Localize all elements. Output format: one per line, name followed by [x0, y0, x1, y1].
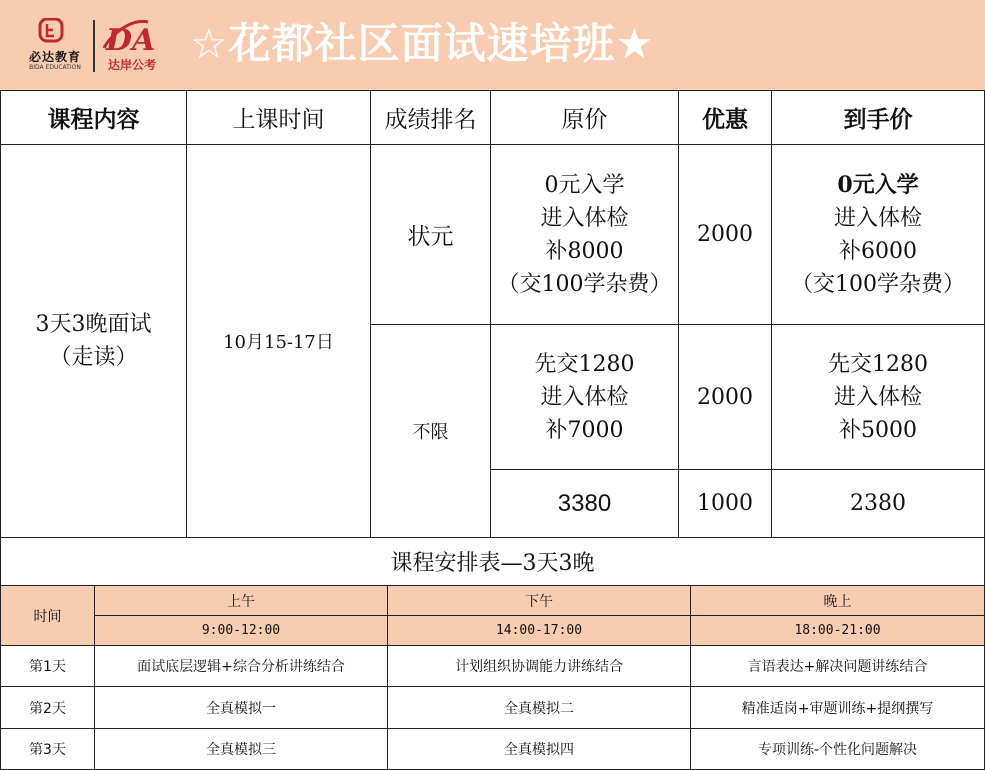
course-name: 3天3晚面试	[35, 312, 152, 337]
session-eve: 言语表达+解决问题讲练结合	[691, 646, 985, 687]
price-line: 先交1280	[828, 351, 928, 377]
daan-logo-mark: DA	[106, 23, 156, 56]
course-content-cell	[0, 145, 187, 538]
price-line: 先交1280	[534, 351, 635, 377]
day-label: 第1天	[0, 646, 95, 687]
schedule-title: 课程安排表—3天3晚	[0, 538, 985, 586]
original-price-cell	[491, 145, 679, 325]
discount-cell: 1000	[679, 470, 772, 538]
hours-pm: 14:00-17:00	[388, 616, 691, 646]
original-price-cell: 3380	[491, 470, 679, 538]
price-line: 补6000	[839, 238, 917, 264]
hours-am: 9:00-12:00	[95, 616, 388, 646]
price-line: 补8000	[545, 238, 624, 264]
bida-logo	[20, 18, 90, 74]
col-header-discount: 优惠	[679, 91, 772, 145]
price-line: 进入体检	[833, 205, 922, 231]
price-line: （交100学杂费）	[791, 271, 965, 297]
day-label: 第3天	[0, 729, 95, 770]
daan-logo-icon	[100, 16, 180, 56]
period-header-am: 上午	[95, 586, 388, 616]
col-header-final-price: 到手价	[772, 91, 985, 145]
discount-cell: 2000	[679, 145, 772, 325]
session-eve: 专项训练-个性化问题解决	[691, 729, 985, 770]
flyer-header	[0, 0, 985, 91]
class-date-cell: 10月15-17日	[187, 145, 371, 538]
rank-cell: 不限	[371, 325, 491, 538]
session-eve: 精准适岗+审题训练+提纲撰写	[691, 687, 985, 729]
col-header-original-price: 原价	[491, 91, 679, 145]
bida-logo-icon	[38, 18, 66, 44]
logo-divider	[93, 20, 95, 72]
price-line: 进入体检	[833, 384, 922, 410]
discount-cell: 2000	[679, 325, 772, 470]
period-header-pm: 下午	[388, 586, 691, 616]
session-am: 全真模拟一	[95, 687, 388, 729]
col-header-time: 上课时间	[187, 91, 371, 145]
col-header-rank: 成绩排名	[371, 91, 491, 145]
period-header-eve: 晚上	[691, 586, 985, 616]
session-am: 面试底层逻辑+综合分析讲练结合	[95, 646, 388, 687]
session-pm: 全真模拟二	[388, 687, 691, 729]
price-line: 补7000	[545, 417, 624, 443]
bida-logo-name: 必达教育	[28, 50, 81, 64]
session-am: 全真模拟三	[95, 729, 388, 770]
schedule-time-label: 时间	[0, 586, 95, 646]
price-line: （交100学杂费）	[497, 271, 672, 297]
flyer-title: ☆花都社区面试速培班★	[190, 19, 655, 68]
hours-eve: 18:00-21:00	[691, 616, 985, 646]
rank-cell: 状元	[371, 145, 491, 325]
bida-logo-subtitle: BIDA EDUCATION	[29, 64, 81, 71]
daan-logo-name: 达岸公考	[108, 58, 157, 72]
original-price-cell	[491, 325, 679, 470]
daan-logo	[100, 16, 182, 76]
price-line: 补5000	[839, 417, 917, 443]
day-label: 第2天	[0, 687, 95, 729]
price-line: 0元入学	[544, 172, 625, 198]
final-price-cell	[772, 325, 985, 470]
course-mode: （走读）	[49, 345, 138, 370]
price-line: 进入体检	[540, 384, 629, 410]
final-price-cell: 2380	[772, 470, 985, 538]
final-price-cell	[772, 145, 985, 325]
price-line: 0元入学	[837, 171, 919, 198]
session-pm: 计划组织协调能力讲练结合	[388, 646, 691, 687]
col-header-course: 课程内容	[0, 91, 187, 145]
session-pm: 全真模拟四	[388, 729, 691, 770]
price-line: 进入体检	[540, 205, 629, 231]
